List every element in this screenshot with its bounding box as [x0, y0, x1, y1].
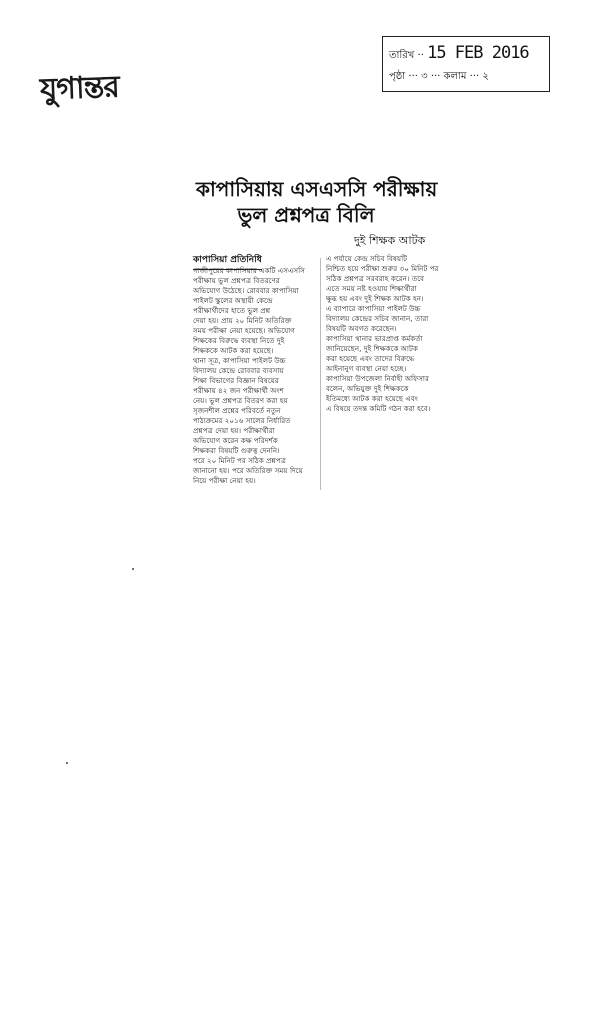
article-text-line: নিয়ে পরীক্ষা নেয়া হয়। [193, 477, 256, 485]
stamp-page-value: ৩ [421, 71, 428, 82]
article-text-line: শিক্ষককে আটক করা হয়েছে। [193, 347, 274, 355]
article-text-line: অভিযোগ উঠেছে। রোববার কাপাসিয়া [193, 287, 299, 295]
article-byline: কাপাসিয়া প্রতিনিধি [193, 252, 262, 270]
article-text-line: বিষয়টি অবগত করেছেন। [326, 325, 397, 333]
headline-line-2: ভুল প্রশ্নপত্র বিলি [237, 203, 375, 227]
article-text-line: ক্ষুব্ধ হয় এবং দুই শিক্ষক আটক হন। [326, 295, 424, 303]
stamp-date-label: তারিখ [389, 50, 415, 61]
article-text-line: বলেন, অভিযুক্ত দুই শিক্ষককে [326, 385, 409, 393]
article-text-line: জানিয়েছেন, দুই শিক্ষককে আটক [326, 345, 418, 353]
article-text-line: সময় পরীক্ষা নেয়া হয়েছে। অভিযোগ [193, 327, 295, 335]
article-text-line: থানা সূত্র, কাপাসিয়া পাইলট উচ্চ [193, 357, 286, 365]
stamp-column-value: ২ [482, 71, 489, 82]
article-text-line: শিক্ষকরা বিষয়টি গুরুত্ব দেননি। [193, 447, 280, 455]
article-text-line: শিক্ষা বিভাগের বিজ্ঞান বিষয়ের [193, 377, 279, 385]
article-text-line: আইনানুগ ব্যবস্থা নেয়া হচ্ছে। [326, 365, 407, 373]
article-text-line: পরে ২০ মিনিট পর সঠিক প্রশ্নপত্র [193, 457, 287, 465]
article-text-line: এ ব্যাপারে কাপাসিয়া পাইলট উচ্চ [326, 305, 421, 313]
article-text-line: এ পর্যায়ে কেন্দ্র সচিব বিষয়টি [326, 255, 408, 263]
article-text-line: প্রশ্নপত্র দেয়া হয়। পরীক্ষার্থীরা [193, 427, 275, 435]
article-text-line: পাঠ্যক্রমের ২০১৬ সালের নির্ধারিত [193, 417, 291, 425]
scan-speck [66, 762, 68, 764]
article-text-line: বিদ্যালয় কেন্দ্রে রোববার ব্যবসায় [193, 367, 284, 375]
article-text-line: এ বিষয়ে তদন্ত কমিটি গঠন করা হবে। [326, 405, 431, 413]
article-text-line: জানানো হয়। পরে অতিরিক্ত সময় দিয়ে [193, 467, 303, 475]
article-text-line: পাইলট স্কুলের অস্থায়ী কেন্দ্রে [193, 297, 273, 305]
article-subhead: দুই শিক্ষক আটক [354, 234, 426, 247]
scan-speck [132, 568, 134, 570]
article-column-2 [326, 254, 452, 414]
stamp-page-label: পৃষ্ঠা [389, 71, 406, 82]
article-text-line: পরীক্ষায় ভুল প্রশ্নপত্র বিতরণের [193, 277, 280, 285]
stamp-date-row: তারিখ ·· 15 FEB 2016 [389, 43, 529, 63]
article-text-line: করা হয়েছে এবং তাদের বিরুদ্ধে [326, 355, 415, 363]
article-text-line: ইতিমধ্যে আটক করা হয়েছে এবং [326, 395, 418, 403]
article-text-line: কাপাসিয়া উপজেলা নির্বাহী অফিসার [326, 375, 429, 383]
article-text-line: বিদ্যালয় কেন্দ্রের সচিব জানান, তারা [326, 315, 429, 323]
article-text-line: নিশ্চিত হয়ে পরীক্ষা শুরুর ৩০ মিনিট পর [326, 265, 439, 273]
article-column-1 [193, 266, 318, 486]
article-text-line: গাজীপুরের কাপাসিয়ার একটি এসএসসি [193, 267, 305, 275]
column-divider [320, 258, 321, 490]
stamp-date-value: 15 FEB 2016 [427, 43, 529, 63]
article-text-line: কাপাসিয়া থানার ভারপ্রাপ্ত কর্মকর্তা [326, 335, 423, 343]
article-text-line: পরীক্ষায় ৪২ জন পরীক্ষার্থী অংশ [193, 387, 284, 395]
stamp-column-label: কলাম [443, 71, 467, 82]
article-text-line: শিক্ষকের বিরুদ্ধে ব্যবস্থা নিতে দুই [193, 337, 285, 345]
article-headline [196, 176, 438, 228]
article-text-line: এতে সময় নষ্ট হওয়ায় শিক্ষার্থীরা [326, 285, 417, 293]
article-text-line: নেয়। ভুল প্রশ্নপত্র বিতরণ করা হয় [193, 397, 288, 405]
article-text-line: অভিযোগ করেন কক্ষ পরিদর্শক [193, 437, 278, 445]
stamp-page-row: পৃষ্ঠা ··· ৩ ··· কলাম ··· ২ [389, 71, 489, 82]
headline-line-1: কাপাসিয়ায় এসএসসি পরীক্ষায় [196, 177, 438, 201]
newspaper-masthead: যুগান্তর [39, 69, 120, 108]
article-text-line: সৃজনশীল প্রশ্নের পরিবর্তে নতুন [193, 407, 281, 415]
date-stamp [382, 36, 550, 92]
article-text-line: সঠিক প্রশ্নপত্র সরবরাহ করেন। তবে [326, 275, 425, 283]
article-text-line: দেয়া হয়। প্রায় ২০ মিনিট অতিরিক্ত [193, 317, 292, 325]
article-text-line: পরীক্ষার্থীদের হাতে ভুল প্রশ্ন [193, 307, 271, 315]
